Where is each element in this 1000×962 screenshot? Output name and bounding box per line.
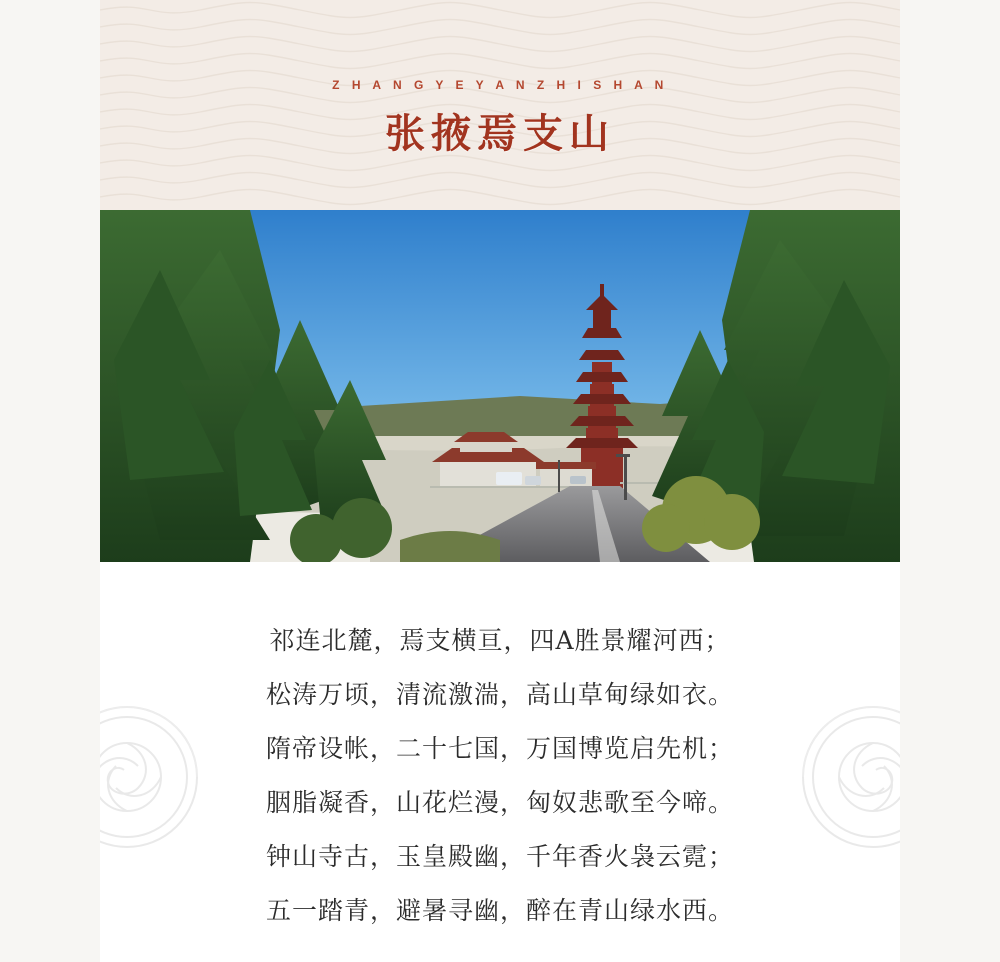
poem-line: 胭脂凝香，山花烂漫，匈奴悲歌至今啼。: [265, 788, 734, 817]
article-card: [100, 0, 900, 962]
hero-photo-illustration: [100, 210, 900, 562]
poem-section: [100, 562, 900, 962]
poem-line: 钟山寺古，玉皇殿幽，千年香火袅云霓；: [265, 842, 734, 871]
hero-photo: [100, 210, 900, 562]
page-title: 张掖焉支山: [385, 110, 615, 157]
poem-line: 隋帝设帐，二十七国，万国博览启先机；: [265, 734, 734, 763]
title-pinyin: Z H A N G Y E Y A N Z H I S H A N: [332, 78, 668, 92]
poem-line: 松涛万顷，清流激湍，高山草甸绿如衣。: [265, 680, 734, 709]
header-text-group: [100, 0, 900, 159]
poem-text-block: [100, 562, 900, 938]
header-band: [100, 0, 900, 210]
poem-line: 祁连北麓，焉支横亘，四A胜景耀河西；: [269, 626, 731, 655]
poem-line: 五一踏青，避暑寻幽，醉在青山绿水西。: [265, 896, 734, 925]
